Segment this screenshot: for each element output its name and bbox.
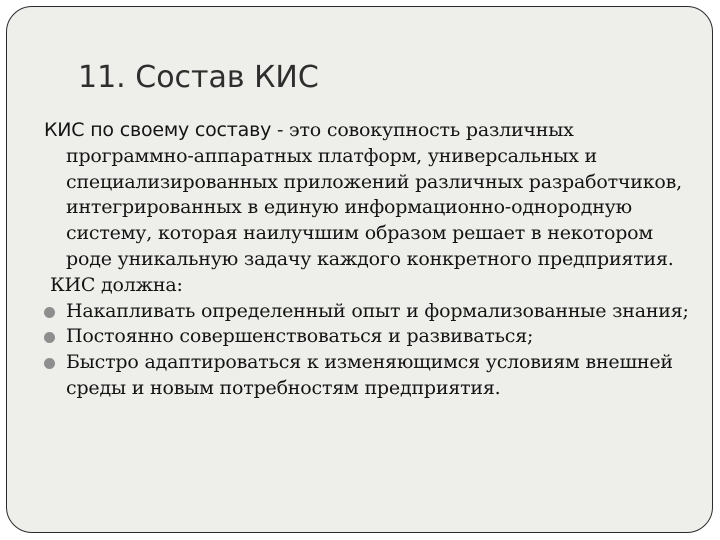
- requirement-item: [44, 324, 694, 350]
- bullet-dot-icon: [44, 332, 55, 343]
- definition-term: КИС по своему составу: [44, 119, 272, 141]
- slide-title: 11. Состав КИС: [78, 60, 319, 95]
- definition-paragraph: [44, 118, 694, 273]
- requirements-list: [44, 299, 694, 402]
- requirement-item: [44, 350, 694, 402]
- requirement-text: Быстро адаптироваться к изменяющимся условиям внешней среды и новым потребностям предприятия.: [66, 351, 673, 399]
- requirement-text: Накапливать определенный опыт и формализованные знания;: [66, 299, 689, 322]
- bullet-dot-icon: [44, 307, 55, 318]
- requirement-item: [44, 299, 694, 325]
- requirement-text: Постоянно совершенствоваться и развиваться;: [66, 325, 534, 348]
- definition-separator: -: [271, 119, 290, 141]
- definition-body: это совокупность различных программно-аппаратных платформ, универсальных и специализированных приложений различных разработчиков, интегрированных в единую информационно-однородную систему, которая наилучшим образом решает в некотором роде уникальную задачу каждого конкретного предприятия.: [66, 119, 682, 270]
- bullet-dot-icon: [44, 358, 55, 369]
- requirements-intro: КИС должна:: [50, 273, 183, 296]
- slide-content: [44, 118, 694, 402]
